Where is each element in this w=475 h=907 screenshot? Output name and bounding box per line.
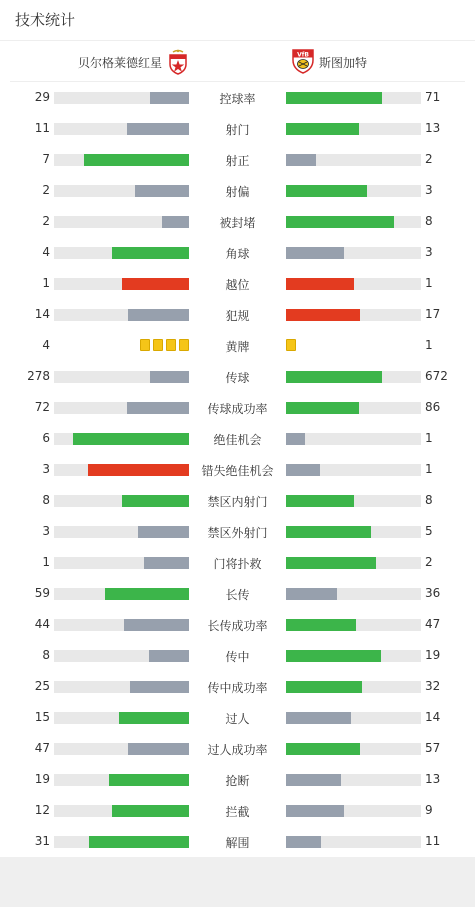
away-stat-bar xyxy=(286,433,305,445)
stat-row xyxy=(0,299,475,330)
stat-row xyxy=(0,764,475,795)
stat-row xyxy=(0,826,475,857)
stat-label: 绝佳机会 xyxy=(213,433,262,447)
away-stat-bar-track xyxy=(286,154,421,166)
away-stat-bar-track xyxy=(286,92,421,104)
away-stat-bar xyxy=(286,247,344,259)
away-stat-bar xyxy=(286,774,341,786)
away-stat-bar-track xyxy=(286,464,421,476)
home-stat-bar-track xyxy=(54,681,189,693)
home-stat-bar xyxy=(119,712,189,724)
home-stat-bar xyxy=(122,278,190,290)
stat-row xyxy=(0,609,475,640)
stat-row xyxy=(0,392,475,423)
away-stat-bar xyxy=(286,278,354,290)
stat-label: 控球率 xyxy=(219,92,256,106)
away-stat-bar xyxy=(286,371,382,383)
home-stat-bar xyxy=(162,216,189,228)
home-stat-value: 31 xyxy=(34,834,50,848)
away-stat-bar-track xyxy=(286,495,421,507)
away-stat-value: 1 xyxy=(425,462,433,476)
home-stat-bar xyxy=(127,402,189,414)
home-stat-bar-track xyxy=(54,185,189,197)
home-stat-value: 3 xyxy=(42,524,50,538)
stat-label: 门将扑救 xyxy=(213,557,262,571)
home-stat-bar-track xyxy=(54,805,189,817)
away-stat-bar xyxy=(286,464,320,476)
home-stat-value: 72 xyxy=(34,400,50,414)
home-stat-value: 11 xyxy=(34,121,50,135)
stat-row xyxy=(0,206,475,237)
away-stat-value: 3 xyxy=(425,183,433,197)
away-stat-bar xyxy=(286,92,382,104)
home-stat-bar-track xyxy=(54,247,189,259)
away-stat-bar xyxy=(286,402,359,414)
away-stat-bar xyxy=(286,557,376,569)
stat-label: 黄牌 xyxy=(225,340,250,354)
stat-row xyxy=(0,82,475,113)
away-stat-value: 2 xyxy=(425,152,433,166)
stat-label: 射正 xyxy=(225,154,250,168)
home-stat-bar-track xyxy=(54,650,189,662)
stat-row xyxy=(0,733,475,764)
home-stat-bar-track xyxy=(54,464,189,476)
stat-label: 长传成功率 xyxy=(207,619,268,633)
home-stat-bar xyxy=(130,681,189,693)
home-stat-bar xyxy=(122,495,190,507)
stat-label: 长传 xyxy=(225,588,250,602)
away-stat-bar-track xyxy=(286,836,421,848)
yellow-card-icon xyxy=(166,339,176,351)
home-stat-value: 44 xyxy=(34,617,50,631)
home-yellow-cards xyxy=(140,339,189,351)
away-stat-value: 14 xyxy=(425,710,441,724)
away-stat-bar-track xyxy=(286,743,421,755)
home-stat-value: 14 xyxy=(34,307,50,321)
away-stat-value: 1 xyxy=(425,431,433,445)
away-stat-bar xyxy=(286,216,394,228)
away-stat-bar xyxy=(286,154,316,166)
stat-label: 抢断 xyxy=(225,774,250,788)
away-stat-value: 86 xyxy=(425,400,441,414)
away-stat-bar-track xyxy=(286,216,421,228)
home-stat-bar xyxy=(89,836,189,848)
home-stat-bar-track xyxy=(54,92,189,104)
away-yellow-cards xyxy=(286,339,296,351)
away-stat-bar xyxy=(286,495,354,507)
section-title: 技术统计 xyxy=(0,0,475,41)
away-stat-value: 13 xyxy=(425,121,441,135)
stat-label: 被封堵 xyxy=(219,216,256,230)
away-stat-value: 8 xyxy=(425,493,433,507)
vfb-stuttgart-crest-icon xyxy=(291,48,315,74)
home-stat-value: 29 xyxy=(34,90,50,104)
home-stat-value: 25 xyxy=(34,679,50,693)
home-stat-bar xyxy=(150,371,189,383)
away-stat-bar xyxy=(286,650,381,662)
home-stat-bar-track xyxy=(54,216,189,228)
home-stat-value: 15 xyxy=(34,710,50,724)
stat-label: 传球 xyxy=(225,371,250,385)
away-stat-bar-track xyxy=(286,557,421,569)
home-stat-bar-track xyxy=(54,154,189,166)
away-stat-bar xyxy=(286,712,351,724)
home-stat-bar xyxy=(88,464,189,476)
home-stat-bar-track xyxy=(54,402,189,414)
stat-row xyxy=(0,578,475,609)
teams-header xyxy=(10,41,465,82)
stat-label: 角球 xyxy=(225,247,250,261)
stat-row xyxy=(0,268,475,299)
home-stat-bar xyxy=(144,557,189,569)
home-stat-bar xyxy=(135,185,189,197)
home-stat-bar xyxy=(149,650,190,662)
away-stat-bar xyxy=(286,185,367,197)
away-stat-value: 32 xyxy=(425,679,441,693)
away-stat-bar-track xyxy=(286,123,421,135)
home-stat-bar-track xyxy=(54,619,189,631)
away-stat-bar xyxy=(286,123,359,135)
stat-row xyxy=(0,454,475,485)
home-stat-bar-track xyxy=(54,588,189,600)
yellow-card-icon xyxy=(153,339,163,351)
away-stat-value: 47 xyxy=(425,617,441,631)
stat-row xyxy=(0,547,475,578)
home-stat-value: 19 xyxy=(34,772,50,786)
home-stat-value: 47 xyxy=(34,741,50,755)
stats-list xyxy=(0,82,475,857)
home-stat-bar-track xyxy=(54,309,189,321)
away-stat-bar-track xyxy=(286,681,421,693)
home-stat-bar xyxy=(127,123,189,135)
away-stat-value: 1 xyxy=(425,276,433,290)
away-stat-bar-track xyxy=(286,247,421,259)
away-stat-bar xyxy=(286,526,371,538)
home-stat-value: 3 xyxy=(42,462,50,476)
stat-label: 禁区内射门 xyxy=(207,495,268,509)
away-stat-bar xyxy=(286,681,362,693)
away-stat-value: 11 xyxy=(425,834,441,848)
away-stat-bar xyxy=(286,619,356,631)
yellow-card-icon xyxy=(179,339,189,351)
stat-label: 错失绝佳机会 xyxy=(201,464,274,478)
home-team-name: 贝尔格莱德红星 xyxy=(77,56,162,70)
stat-row xyxy=(0,361,475,392)
home-stat-bar-track xyxy=(54,371,189,383)
home-stat-bar-track xyxy=(54,743,189,755)
stat-row xyxy=(0,237,475,268)
away-stat-bar xyxy=(286,836,321,848)
home-stat-bar xyxy=(112,247,189,259)
svg-text:VfB: VfB xyxy=(297,51,309,59)
stat-row xyxy=(0,144,475,175)
away-stat-bar xyxy=(286,309,360,321)
home-stat-value: 59 xyxy=(34,586,50,600)
home-stat-bar xyxy=(84,154,189,166)
away-stat-value: 9 xyxy=(425,803,433,817)
away-stat-value: 5 xyxy=(425,524,433,538)
stat-label: 解围 xyxy=(225,836,250,850)
away-stat-bar-track xyxy=(286,774,421,786)
home-stat-bar xyxy=(105,588,189,600)
home-stat-value: 4 xyxy=(42,245,50,259)
stat-row xyxy=(0,671,475,702)
home-stat-value: 6 xyxy=(42,431,50,445)
home-stat-bar xyxy=(112,805,189,817)
away-stat-value: 13 xyxy=(425,772,441,786)
home-stat-bar-track xyxy=(54,712,189,724)
away-stat-bar xyxy=(286,805,344,817)
home-stat-value: 1 xyxy=(42,276,50,290)
away-stat-bar-track xyxy=(286,433,421,445)
away-stat-bar xyxy=(286,588,337,600)
away-stat-value: 3 xyxy=(425,245,433,259)
home-stat-bar-track xyxy=(54,495,189,507)
home-stat-bar xyxy=(109,774,189,786)
stat-label: 禁区外射门 xyxy=(207,526,268,540)
away-stat-bar-track xyxy=(286,371,421,383)
away-stat-bar-track xyxy=(286,712,421,724)
away-stat-value: 17 xyxy=(425,307,441,321)
stat-row xyxy=(0,423,475,454)
stat-label: 传中 xyxy=(225,650,250,664)
home-stat-value: 12 xyxy=(34,803,50,817)
home-stat-bar xyxy=(73,433,189,445)
stat-label: 犯规 xyxy=(225,309,250,323)
stat-label: 传中成功率 xyxy=(207,681,268,695)
home-stat-bar-track xyxy=(54,526,189,538)
stat-row xyxy=(0,485,475,516)
home-stat-value: 2 xyxy=(42,214,50,228)
away-stat-value: 19 xyxy=(425,648,441,662)
yellow-card-icon xyxy=(140,339,150,351)
stat-label: 越位 xyxy=(225,278,250,292)
stat-row xyxy=(0,702,475,733)
home-stat-value: 8 xyxy=(42,493,50,507)
away-stat-bar-track xyxy=(286,619,421,631)
yellow-card-icon xyxy=(286,339,296,351)
home-stat-value: 4 xyxy=(42,338,50,352)
stat-row xyxy=(0,640,475,671)
home-stat-value: 278 xyxy=(27,369,50,383)
home-stat-bar-track xyxy=(54,836,189,848)
away-stat-bar xyxy=(286,743,360,755)
home-stat-value: 7 xyxy=(42,152,50,166)
stat-row xyxy=(0,795,475,826)
stat-row xyxy=(0,113,475,144)
away-stat-bar-track xyxy=(286,185,421,197)
red-star-crest-icon xyxy=(167,49,189,75)
home-stat-bar-track xyxy=(54,774,189,786)
home-stat-bar xyxy=(128,743,189,755)
stat-label: 过人 xyxy=(225,712,250,726)
home-stat-value: 8 xyxy=(42,648,50,662)
home-stat-bar xyxy=(124,619,189,631)
stat-row xyxy=(0,175,475,206)
home-stat-bar-track xyxy=(54,278,189,290)
away-stat-bar-track xyxy=(286,526,421,538)
away-stat-bar-track xyxy=(286,309,421,321)
away-stat-value: 672 xyxy=(425,369,448,383)
stat-label: 射偏 xyxy=(225,185,250,199)
away-stat-value: 8 xyxy=(425,214,433,228)
away-team-name: 斯图加特 xyxy=(319,56,368,70)
away-stat-bar-track xyxy=(286,650,421,662)
away-stat-bar-track xyxy=(286,402,421,414)
away-stat-bar-track xyxy=(286,588,421,600)
home-stat-value: 2 xyxy=(42,183,50,197)
home-stat-bar-track xyxy=(54,433,189,445)
away-stat-value: 71 xyxy=(425,90,441,104)
stat-label: 传球成功率 xyxy=(207,402,268,416)
away-stat-bar-track xyxy=(286,278,421,290)
stat-row xyxy=(0,330,475,361)
stat-label: 过人成功率 xyxy=(207,743,268,757)
home-stat-bar xyxy=(138,526,189,538)
home-stat-bar xyxy=(150,92,189,104)
home-stat-bar xyxy=(128,309,189,321)
away-stat-value: 2 xyxy=(425,555,433,569)
away-stat-value: 36 xyxy=(425,586,441,600)
away-stat-value: 1 xyxy=(425,338,433,352)
stat-label: 射门 xyxy=(225,123,250,137)
stat-label: 拦截 xyxy=(225,805,250,819)
home-stat-value: 1 xyxy=(42,555,50,569)
home-stat-bar-track xyxy=(54,123,189,135)
home-stat-bar-track xyxy=(54,557,189,569)
away-stat-bar-track xyxy=(286,805,421,817)
stat-row xyxy=(0,516,475,547)
away-stat-value: 57 xyxy=(425,741,441,755)
